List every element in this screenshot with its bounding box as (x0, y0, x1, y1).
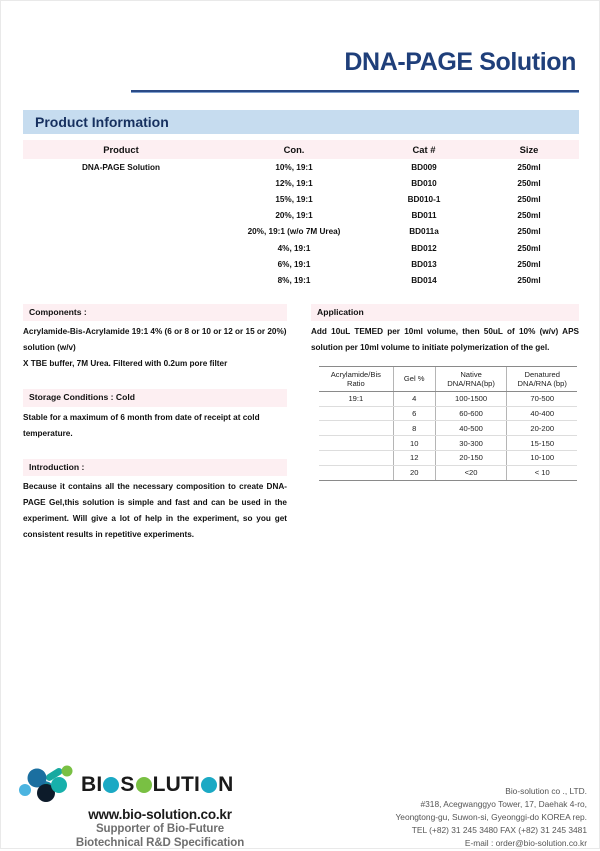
storage-section (23, 389, 287, 441)
gel-column-header-ratio (319, 367, 393, 391)
gel-cell-native: 60-600 (435, 406, 507, 421)
application-label: Application (311, 304, 579, 321)
gel-cell-native: <20 (435, 466, 507, 481)
title-underline-rule (131, 90, 579, 93)
logo-word-part-2: S (120, 772, 135, 796)
gel-percentage-table (319, 366, 577, 481)
gel-cell-denatured: 15-150 (507, 436, 577, 451)
table-row (319, 406, 577, 421)
table-row (23, 256, 579, 272)
gel-cell-gelpct: 8 (393, 421, 435, 436)
cell-con: 20%, 19:1 (275, 211, 313, 221)
cell-size: 250ml (517, 162, 541, 172)
address-street: #318, Acegwanggyo Tower, 17, Daehak 4-ro, (420, 799, 587, 810)
table-row (23, 191, 579, 207)
gel-cell-denatured: 70-500 (507, 391, 577, 406)
cell-product (23, 240, 219, 256)
cell-product (23, 256, 219, 272)
address-email[interactable]: E-mail : order@bio-solution.co.kr (464, 838, 587, 849)
product-table (23, 140, 579, 289)
address-phone-fax: TEL (+82) 31 245 3480 FAX (+82) 31 245 3481 (411, 825, 587, 836)
gel-header-denatured-line2: DNA/RNA (bp) (517, 379, 567, 389)
cell-size: 250ml (517, 211, 541, 221)
cell-product (23, 272, 219, 288)
cell-cat: BD011a (409, 227, 439, 237)
spacer (23, 442, 287, 459)
gel-cell-ratio: 19:1 (319, 391, 393, 406)
table-row (319, 466, 577, 481)
gel-table-body (319, 391, 577, 480)
cell-cat: BD010 (411, 178, 437, 188)
page-title: DNA-PAGE Solution (344, 48, 576, 76)
cell-con: 8%, 19:1 (277, 275, 311, 285)
address-company-name: Bio-solution co ., LTD. (505, 786, 587, 796)
product-table-body (23, 159, 579, 289)
gel-cell-gelpct: 6 (393, 406, 435, 421)
gel-cell-native: 20-150 (435, 451, 507, 466)
components-section (23, 304, 287, 372)
gel-cell-denatured: 20-200 (507, 421, 577, 436)
table-row (319, 451, 577, 466)
cell-con: 12%, 19:1 (275, 178, 313, 188)
address-region: Yeongtong-gu, Suwon-si, Gyeonggi-do KOREA rep. (395, 812, 587, 823)
logo-letter-o-green (136, 777, 152, 793)
company-tagline-1: Supporter of Bio-Future (95, 823, 225, 835)
gel-cell-denatured: 40-400 (507, 406, 577, 421)
logo-word-part-4: N (218, 772, 234, 796)
gel-cell-gelpct: 4 (393, 391, 435, 406)
cell-size: 250ml (517, 227, 541, 237)
company-address-block (287, 785, 587, 850)
spacer (23, 372, 287, 389)
logo-word-part-1: BI (81, 772, 103, 796)
cell-cat: BD012 (411, 243, 437, 253)
table-row (23, 175, 579, 191)
cell-product: DNA-PAGE Solution (81, 162, 161, 172)
cell-con: 10%, 19:1 (275, 162, 313, 172)
column-header-product: Product (23, 140, 219, 159)
components-label: Components : (23, 304, 287, 321)
introduction-text: Because it contains all the necessary composition to create DNA-PAGE Gel,this solution is simple and fast and can be used in the experiment. Will give a lot of help in the experiment, so you get consistent results in repetitive experiments. (23, 482, 287, 540)
cell-product (23, 191, 219, 207)
logo-word-part-3: LUTI (152, 772, 201, 796)
cell-size: 250ml (517, 259, 541, 269)
cell-cat: BD010-1 (407, 194, 441, 204)
introduction-section (23, 459, 287, 543)
gel-header-denatured-line1: Denatured (524, 369, 560, 379)
table-row (23, 159, 579, 175)
storage-text: Stable for a maximum of 6 month from date of receipt at cold temperature. (23, 412, 260, 438)
cell-product (23, 175, 219, 191)
logo-wordmark (81, 774, 233, 795)
table-row (23, 272, 579, 288)
cell-con: 20%, 19:1 (w/o 7M Urea) (247, 227, 341, 237)
logo-letter-o-teal-2 (201, 777, 217, 793)
cell-cat: BD011 (411, 211, 437, 221)
gel-header-row (319, 367, 577, 391)
gel-cell-native: 30-300 (435, 436, 507, 451)
product-information-label: Product Information (35, 114, 169, 130)
table-row (319, 436, 577, 451)
cell-con: 15%, 19:1 (275, 194, 313, 204)
gel-cell-ratio (319, 451, 393, 466)
gel-cell-ratio (319, 421, 393, 436)
logo-letter-o-teal-1 (103, 777, 119, 793)
cell-con: 4%, 19:1 (277, 243, 311, 253)
company-tagline-2: Biotechnical R&D Specification (75, 837, 245, 850)
page-footer (1, 759, 600, 850)
gel-column-header-gelpct: Gel % (393, 367, 435, 391)
cell-product (23, 224, 219, 240)
product-information-band (23, 110, 579, 134)
cell-con: 6%, 19:1 (277, 259, 311, 269)
gel-header-native-line2: DNA/RNA(bp) (447, 379, 495, 389)
gel-cell-gelpct: 10 (393, 436, 435, 451)
table-row (23, 224, 579, 240)
gel-header-ratio-line2: Ratio (346, 379, 365, 389)
introduction-label: Introduction : (23, 459, 287, 476)
gel-cell-gelpct: 12 (393, 451, 435, 466)
product-table-head (23, 140, 579, 159)
table-row (319, 391, 577, 406)
right-column (311, 304, 579, 481)
gel-table-wrapper (319, 366, 577, 481)
gel-cell-native: 40-500 (435, 421, 507, 436)
gel-cell-native: 100-1500 (435, 391, 507, 406)
gel-header-ratio-line1: Acrylamide/Bis (330, 369, 381, 379)
gel-cell-denatured: 10-100 (507, 451, 577, 466)
application-section (311, 304, 579, 356)
table-row (23, 208, 579, 224)
components-line-1: Acrylamide-Bis-Acrylamide 19:1 4% (6 or 8 or 10 or 12 or 15 or 20%) solution (w/v) (23, 327, 287, 353)
left-column (23, 304, 287, 543)
company-website-url[interactable]: www.bio-solution.co.kr (88, 807, 232, 822)
cell-size: 250ml (517, 194, 541, 204)
gel-cell-ratio (319, 436, 393, 451)
logo-row (15, 763, 305, 805)
cell-size: 250ml (517, 275, 541, 285)
column-header-cat: Cat # (369, 140, 479, 159)
gel-cell-ratio (319, 466, 393, 481)
molecule-logo-icon (15, 763, 77, 805)
cell-cat: BD014 (411, 275, 437, 285)
column-header-size: Size (479, 140, 579, 159)
application-text: Add 10uL TEMED per 10ml volume, then 50uL of 10% (w/v) APS solution per 10ml volume to initiate polymerization of the gel. (311, 327, 579, 353)
cell-cat: BD013 (411, 259, 437, 269)
cell-size: 250ml (517, 178, 541, 188)
title-block (23, 49, 579, 77)
gel-column-header-denatured (507, 367, 577, 391)
gel-table-head (319, 367, 577, 391)
table-row (23, 240, 579, 256)
components-line-2: X TBE buffer, 7M Urea. Filtered with 0.2um pore filter (23, 359, 228, 369)
table-header-row (23, 140, 579, 159)
cell-cat: BD009 (411, 162, 437, 172)
company-logo-block (15, 763, 305, 851)
table-row (319, 421, 577, 436)
storage-label: Storage Conditions : Cold (23, 389, 287, 406)
cell-size: 250ml (517, 243, 541, 253)
cell-product (23, 208, 219, 224)
column-header-con: Con. (219, 140, 369, 159)
gel-header-native-line1: Native (460, 369, 482, 379)
gel-column-header-native (435, 367, 507, 391)
gel-cell-ratio (319, 406, 393, 421)
gel-cell-gelpct: 20 (393, 466, 435, 481)
gel-cell-denatured: < 10 (507, 466, 577, 481)
